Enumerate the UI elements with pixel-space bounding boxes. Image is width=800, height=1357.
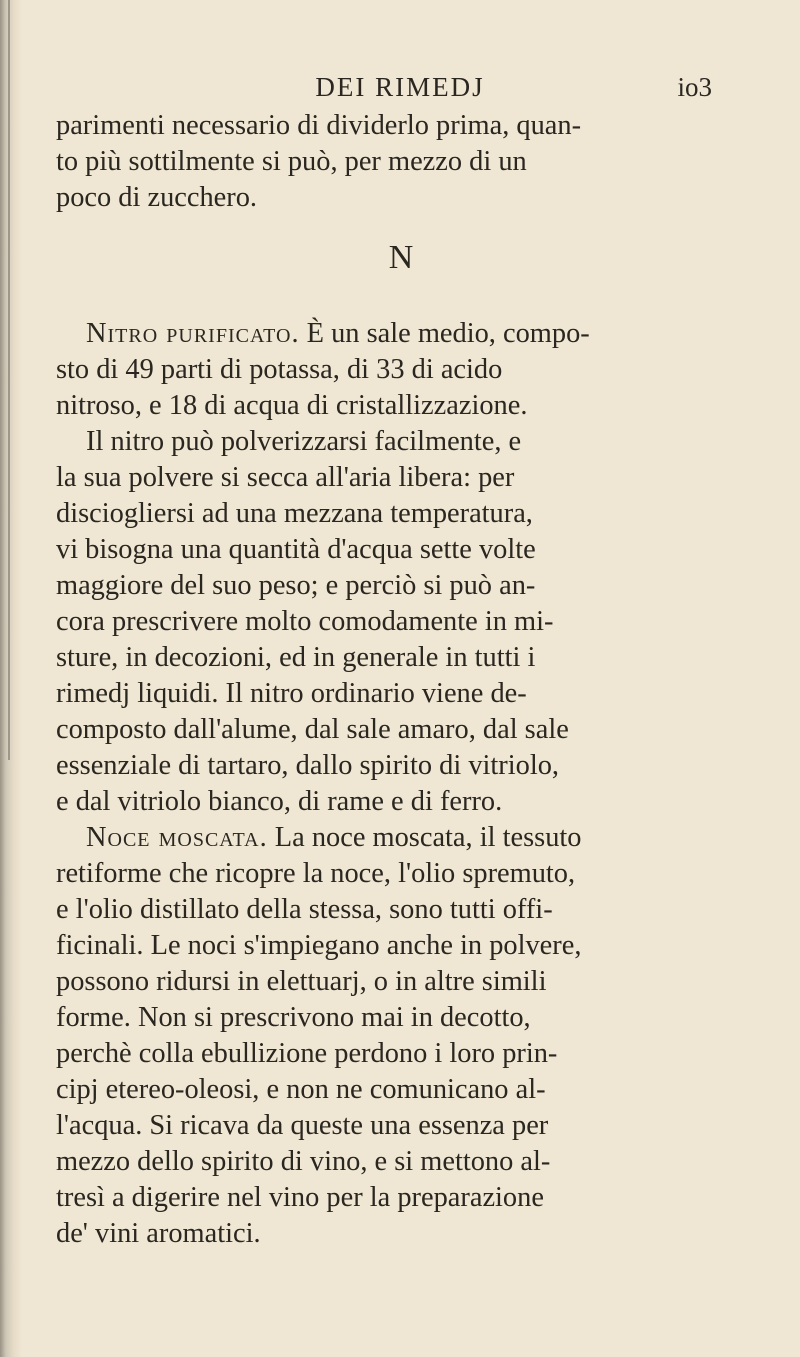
text-line: l'acqua. Si ricava da queste una essenza per bbox=[56, 1110, 549, 1141]
text-fragment: È un sale medio, compo- bbox=[299, 318, 590, 349]
text-line: essenziale di tartaro, dallo spirito di vitriolo, bbox=[56, 750, 560, 781]
text-line: rimedj liquidi. Il nitro ordinario viene de- bbox=[56, 678, 527, 709]
page-number: io3 bbox=[677, 72, 712, 102]
entry-heading: Noce moscata. bbox=[86, 822, 268, 853]
text-line: perchè colla ebullizione perdono i loro prin- bbox=[56, 1038, 558, 1069]
binding-shadow bbox=[8, 0, 10, 760]
running-title: DEI RIMEDJ bbox=[315, 72, 485, 102]
text-line: maggiore del suo peso; e perciò si può an- bbox=[56, 570, 536, 601]
text-line: e l'olio distillato della stessa, sono tutti offi- bbox=[56, 894, 553, 925]
text-line: la sua polvere si secca all'aria libera: per bbox=[56, 462, 515, 493]
body-text bbox=[56, 108, 746, 1252]
text-line: forme. Non si prescrivono mai in decotto, bbox=[56, 1002, 531, 1033]
page-edge bbox=[0, 0, 22, 1357]
text-line: ficinali. Le noci s'impiegano anche in polvere, bbox=[56, 930, 582, 961]
text-line: cipj etereo-oleosi, e non ne comunicano al- bbox=[56, 1074, 546, 1105]
entry-noce bbox=[56, 820, 746, 1252]
text-line: de' vini aromatici. bbox=[56, 1218, 261, 1249]
text-line: sture, in decozioni, ed in generale in tutti i bbox=[56, 642, 536, 673]
text-line: possono ridursi in elettuarj, o in altre simili bbox=[56, 966, 547, 997]
text-line bbox=[56, 820, 746, 856]
text-line: vi bisogna una quantità d'acqua sette volte bbox=[56, 534, 536, 565]
section-letter: N bbox=[388, 239, 414, 276]
text-line: e dal vitriolo bianco, di rame e di ferro. bbox=[56, 786, 503, 817]
text-line bbox=[56, 316, 746, 352]
text-line: to più sottilmente si può, per mezzo di un bbox=[56, 146, 527, 177]
text-line: composto dall'alume, dal sale amaro, dal sale bbox=[56, 714, 569, 745]
text-line: poco di zucchero. bbox=[56, 182, 258, 213]
text-line: disciogliersi ad una mezzana temperatura, bbox=[56, 498, 533, 529]
text-line: nitroso, e 18 di acqua di cristallizzazione. bbox=[56, 390, 528, 421]
text-line: Il nitro può polverizzarsi facilmente, e bbox=[86, 426, 522, 457]
text-line: sto di 49 parti di potassa, di 33 di acido bbox=[56, 354, 503, 385]
text-fragment: La noce moscata, il tessuto bbox=[267, 822, 582, 853]
entry-nitro bbox=[56, 316, 746, 820]
text-line: parimenti necessario di dividerlo prima, quan- bbox=[56, 110, 582, 141]
text-line: tresì a digerire nel vino per la preparazione bbox=[56, 1182, 544, 1213]
paragraph-continuation bbox=[56, 108, 746, 216]
entry-heading: Nitro purificato. bbox=[86, 318, 300, 349]
text-line: cora prescrivere molto comodamente in mi- bbox=[56, 606, 554, 637]
text-line: retiforme che ricopre la noce, l'olio spremuto, bbox=[56, 858, 576, 889]
text-line: mezzo dello spirito di vino, e si mettono al- bbox=[56, 1146, 551, 1177]
page-header bbox=[0, 72, 800, 112]
